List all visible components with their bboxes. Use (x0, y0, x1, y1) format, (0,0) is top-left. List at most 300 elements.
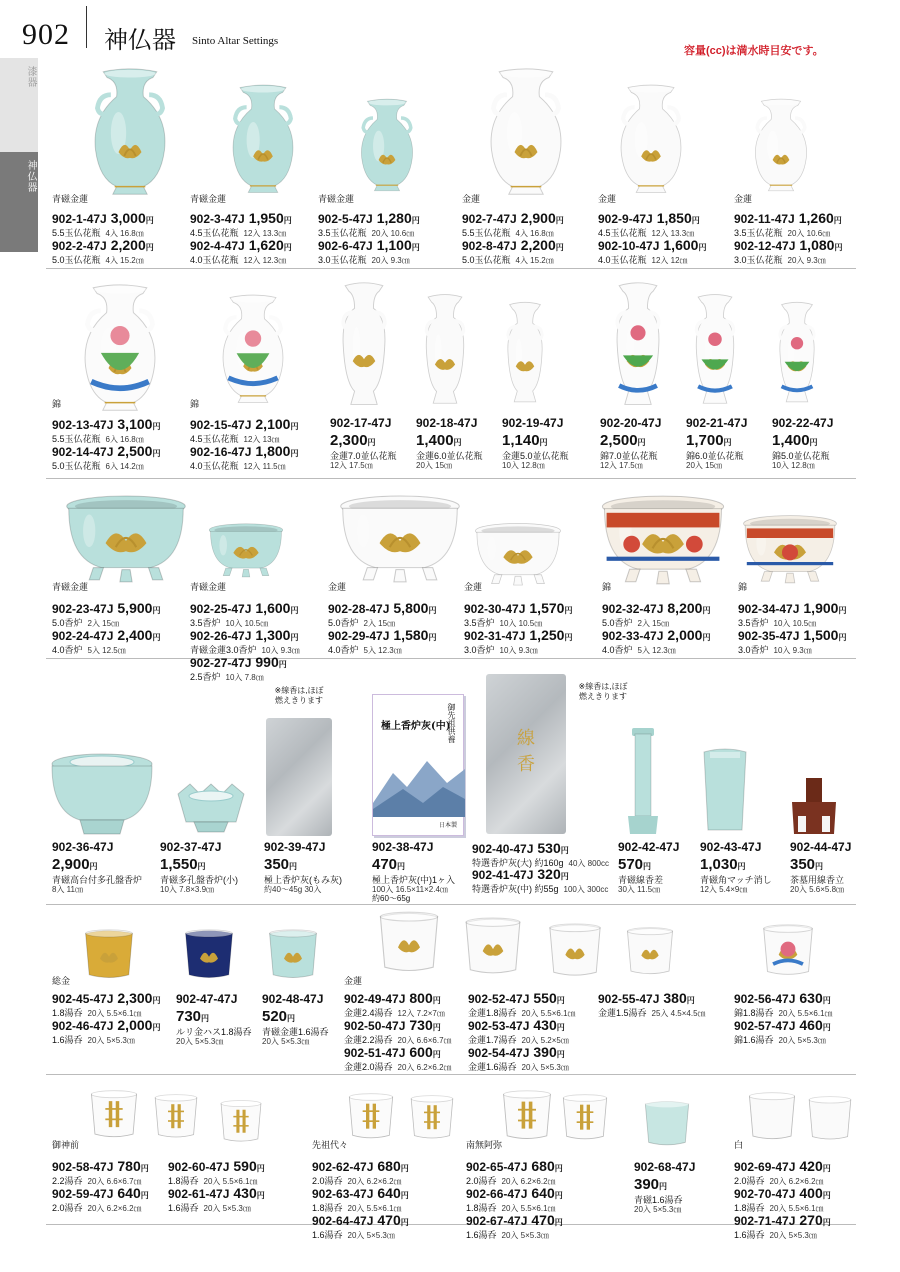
product-entry[interactable] (330, 414, 397, 470)
product-entry[interactable] (52, 838, 142, 894)
product-pack-size: 20入 10.6㎝ (787, 229, 831, 239)
product-description: 3.5玉仏花瓶 (318, 228, 367, 239)
product-description: 4.0玉仏花瓶 (598, 255, 647, 266)
product-entry[interactable] (190, 237, 292, 266)
category-label: 錦 (190, 399, 200, 409)
product-entry[interactable] (502, 414, 569, 470)
product-price: 780 (117, 1158, 141, 1174)
product-entry[interactable] (160, 838, 238, 894)
yen-mark: 円 (822, 996, 831, 1005)
product-price: 2,500 (600, 432, 638, 450)
product-price: 420 (799, 1158, 823, 1174)
yen-mark: 円 (400, 1164, 409, 1173)
white-plain-cup-image (746, 1088, 798, 1146)
nishiki-burner-image (600, 494, 726, 588)
product-price: 1,600 (255, 600, 291, 616)
page-title: 神仏器 (104, 26, 176, 54)
lotus-burner-image (174, 782, 248, 836)
product-description: 錦6.0並仏花瓶 (686, 450, 744, 461)
product-entry[interactable] (734, 1212, 831, 1241)
product-pack-size: 20入 9.3㎝ (371, 256, 410, 266)
product-pack-size: 20入 6.2×6.2㎝ (397, 1063, 452, 1073)
namuamida-cup-image (560, 1090, 610, 1146)
yen-mark: 円 (290, 606, 299, 615)
product-description: 特選香炉灰(中) 約55g (472, 884, 559, 895)
yen-mark: 円 (809, 438, 818, 448)
product-entry[interactable] (52, 600, 160, 629)
product-price: 730 (409, 1017, 433, 1033)
product-price: 640 (531, 1185, 555, 1201)
product-entry[interactable] (734, 990, 833, 1019)
category-label: 錦 (602, 582, 612, 592)
product-entry[interactable] (462, 237, 564, 266)
product-code: 902-27-47J (190, 656, 252, 670)
product-code: 902-33-47J (602, 629, 664, 643)
product-code: 902-34-47J (738, 602, 800, 616)
product-pack-size: 12入 13.3㎝ (651, 229, 695, 239)
product-code: 902-8-47J (462, 239, 517, 253)
yen-mark: 円 (287, 1014, 296, 1024)
product-pack-size: 8入 11㎝ (52, 885, 83, 895)
product-code: 902-45-47J (52, 992, 114, 1006)
nishiki-slim-vase-image (688, 292, 742, 410)
product-description: 錦7.0並仏花瓶 (600, 450, 658, 461)
product-description: 3.5玉仏花瓶 (734, 228, 783, 239)
product-code: 902-55-47J (598, 992, 660, 1006)
nishiki-vase-image (212, 292, 294, 408)
product-price: 5,800 (393, 600, 429, 616)
yen-mark: 円 (637, 438, 646, 448)
product-entry[interactable] (190, 416, 298, 445)
product-description: 金蓮7.0並仏花瓶 (330, 450, 397, 461)
product-code: 902-14-47J (52, 445, 114, 459)
celadon-vase-image (352, 96, 422, 196)
category-label: 金蓮 (464, 582, 483, 592)
yen-mark: 円 (838, 606, 847, 615)
product-entry[interactable] (772, 414, 833, 470)
product-entry[interactable] (264, 838, 342, 894)
product-price: 1,250 (529, 627, 565, 643)
yen-mark: 円 (428, 606, 437, 615)
product-pack-size: 20入 5×5.3㎝ (521, 1063, 569, 1073)
product-entry[interactable] (700, 838, 772, 894)
product-price: 350 (264, 856, 290, 874)
product-entry[interactable] (52, 416, 160, 445)
product-description: 2.5香炉 (190, 672, 221, 683)
product-entry[interactable] (734, 1017, 831, 1046)
product-entry[interactable] (52, 210, 154, 239)
product-entry[interactable] (52, 1185, 149, 1214)
match-extinguisher-image (702, 746, 748, 836)
product-entry[interactable] (464, 600, 572, 629)
nishiki-slim-vase-image (608, 280, 668, 412)
yen-mark: 円 (702, 633, 711, 642)
white-vase-image (478, 66, 574, 200)
product-entry[interactable] (168, 1185, 265, 1214)
product-code: 902-4-47J (190, 239, 245, 253)
product-entry[interactable] (738, 627, 846, 656)
product-code: 902-48-47J (262, 992, 324, 1006)
category-label: 青磁金蓮 (52, 194, 89, 204)
row-divider (46, 1074, 856, 1075)
product-description: 錦1.8湯呑 (734, 1008, 774, 1019)
product-entry[interactable] (464, 627, 572, 656)
product-description: 青磁金蓮3.0香炉 (190, 645, 257, 656)
category-label: 青磁金蓮 (190, 582, 227, 592)
product-entry[interactable] (686, 414, 747, 470)
product-description: 金蓮5.0並仏花瓶 (502, 450, 569, 461)
category-label: 総金 (52, 976, 71, 986)
product-code: 902-59-47J (52, 1187, 114, 1201)
product-entry[interactable] (190, 627, 300, 656)
product-description: 5.0香炉 (602, 618, 633, 629)
product-entry[interactable] (734, 210, 842, 239)
product-description: 青磁1.6湯呑 (634, 1194, 683, 1205)
product-code: 902-5-47J (318, 212, 373, 226)
yen-mark: 円 (539, 438, 548, 448)
yen-mark: 円 (256, 1164, 265, 1173)
product-code: 902-37-47J (160, 840, 222, 854)
yen-mark: 円 (152, 996, 161, 1005)
product-entry[interactable] (312, 1212, 409, 1241)
product-description: 3.0玉仏花瓶 (734, 255, 783, 266)
product-entry[interactable] (318, 237, 420, 266)
product-pack-size: 100入 16.5×11×2.4㎝ (372, 885, 448, 895)
product-code: 902-49-47J (344, 992, 406, 1006)
product-price: 1,100 (376, 237, 412, 253)
product-price: 470 (372, 856, 398, 874)
product-pack-size: 12入 13㎝ (243, 435, 280, 445)
product-description: 5.5玉仏花瓶 (52, 434, 101, 445)
product-pack-size: 25入 4.5×4.5㎝ (651, 1009, 706, 1019)
product-price: 570 (618, 856, 644, 874)
product-entry[interactable] (600, 414, 661, 470)
product-code: 902-11-47J (734, 212, 795, 226)
yen-mark: 円 (283, 243, 292, 252)
product-price: 680 (531, 1158, 555, 1174)
white-plain-cup-image (806, 1092, 854, 1146)
product-code: 902-40-47J (472, 842, 534, 856)
yen-mark: 円 (290, 449, 299, 458)
product-description: 3.0玉仏花瓶 (318, 255, 367, 266)
product-description: 4.0香炉 (52, 645, 83, 656)
product-pack-size: 2入 15㎝ (87, 619, 120, 629)
product-code: 902-44-47J (790, 840, 852, 854)
product-pack-size: 10入 12.8㎝ (772, 461, 815, 471)
category-label: 南無阿弥 (466, 1140, 503, 1150)
package-title: 極上香炉灰(中) (381, 721, 451, 732)
product-price: 430 (233, 1185, 257, 1201)
product-pack-size: 10入 9.3㎝ (499, 646, 538, 656)
product-entry[interactable] (602, 627, 710, 656)
product-pack-size: 20入 5×5.3㎝ (634, 1205, 682, 1215)
product-price: 1,570 (529, 600, 565, 616)
product-entry[interactable] (52, 627, 160, 656)
product-description: 5.0玉仏花瓶 (52, 255, 101, 266)
product-price: 430 (533, 1017, 557, 1033)
category-label: 錦 (52, 399, 62, 409)
product-description: 5.0玉仏花瓶 (462, 255, 511, 266)
product-entry[interactable] (468, 1044, 569, 1073)
celadon-vase-image (222, 82, 304, 198)
yen-mark: 円 (822, 1164, 831, 1173)
product-pack-size: 10入 9.3㎝ (261, 646, 300, 656)
category-label: 青磁金蓮 (318, 194, 355, 204)
white-cup-image (462, 914, 524, 980)
white-cup-image (546, 920, 604, 982)
product-code: 902-53-47J (468, 1019, 530, 1033)
product-entry[interactable] (312, 1185, 409, 1214)
product-entry[interactable] (734, 1158, 831, 1187)
product-pack-size: 20入 6.6×6.7㎝ (397, 1036, 452, 1046)
product-weight: 約60～65g (372, 894, 411, 904)
product-code: 902-68-47J (634, 1160, 696, 1174)
product-price: 1,080 (799, 237, 835, 253)
product-entry[interactable] (52, 1158, 149, 1187)
product-price: 2,500 (117, 443, 153, 459)
category-label: 白 (734, 1140, 744, 1150)
product-pack-size: 10入 7.8×3.9㎝ (160, 885, 215, 895)
product-code: 902-9-47J (598, 212, 653, 226)
yen-mark: 円 (432, 1050, 441, 1059)
product-description: 青磁線香差 (618, 874, 664, 885)
incense-holder-image (626, 728, 660, 836)
product-entry[interactable] (598, 237, 706, 266)
product-description: 特選香炉灰(大) 約160g (472, 858, 564, 869)
yen-mark: 円 (278, 660, 287, 669)
product-entry[interactable] (52, 443, 160, 472)
product-pack-size: 6入 16.8㎝ (105, 435, 144, 445)
product-entry[interactable] (372, 838, 455, 904)
product-entry[interactable] (328, 600, 436, 629)
product-entry[interactable] (466, 1185, 563, 1214)
product-entry[interactable] (466, 1158, 563, 1187)
product-pack-size: 12入 12.3㎝ (243, 256, 287, 266)
product-pack-size: 20入 5.5×6.1㎝ (501, 1204, 556, 1214)
white-burner-image (474, 522, 562, 588)
product-price: 8,200 (667, 600, 703, 616)
product-pack-size: 12入 7.2×7㎝ (397, 1009, 445, 1019)
capacity-note: 容量(cc)は満水時目安です。 (684, 45, 824, 57)
product-description: 極上香炉灰(もみ灰) (264, 874, 342, 885)
product-price: 1,140 (502, 432, 540, 450)
product-description: 2.2湯呑 (52, 1176, 83, 1187)
product-pack-size: 20入 5.2×5㎝ (521, 1036, 569, 1046)
product-price: 390 (634, 1176, 660, 1194)
product-entry[interactable] (190, 600, 298, 629)
product-price: 730 (176, 1008, 202, 1026)
product-price: 380 (663, 990, 687, 1006)
product-entry[interactable] (790, 838, 851, 894)
product-entry[interactable] (52, 237, 154, 266)
product-code: 902-1-47J (52, 212, 107, 226)
product-description: 青磁高台付多孔盤香炉 (52, 874, 143, 885)
product-entry[interactable] (328, 627, 436, 656)
product-entry[interactable] (344, 1044, 452, 1073)
product-price: 1,550 (160, 856, 198, 874)
product-description: 茶墓用線香立 (790, 874, 845, 885)
product-entry[interactable] (468, 990, 576, 1019)
yen-mark: 円 (145, 216, 154, 225)
goshinzen-cup-image (88, 1086, 140, 1144)
yen-mark: 円 (737, 862, 746, 872)
celadon-plain-cup-image (642, 1096, 692, 1152)
product-code: 902-6-47J (318, 239, 373, 253)
product-price: 1,700 (686, 432, 724, 450)
category-label: 金蓮 (462, 194, 481, 204)
product-code: 902-3-47J (190, 212, 245, 226)
product-description: 2.0湯呑 (466, 1176, 497, 1187)
yen-mark: 円 (397, 862, 406, 872)
product-description: 4.0玉仏花瓶 (190, 461, 239, 472)
product-entry[interactable] (598, 990, 706, 1019)
product-description: 4.5玉仏花瓶 (190, 228, 239, 239)
product-code: 902-50-47J (344, 1019, 406, 1033)
product-code: 902-43-47J (700, 840, 762, 854)
product-entry[interactable] (738, 600, 846, 629)
product-code: 902-52-47J (468, 992, 530, 1006)
product-code: 902-15-47J (190, 418, 252, 432)
product-description: 1.8湯呑 (312, 1203, 343, 1214)
product-entry[interactable] (344, 1017, 452, 1046)
white-vase-image (746, 96, 816, 196)
product-entry[interactable] (312, 1158, 409, 1187)
yen-mark: 円 (453, 438, 462, 448)
product-description: 4.0香炉 (328, 645, 359, 656)
slim-vase-image (418, 292, 472, 410)
product-pack-size: 12入 17.5㎝ (600, 461, 643, 471)
product-code: 902-67-47J (466, 1214, 528, 1228)
product-description: 3.5香炉 (464, 618, 495, 629)
product-description: 2.0湯呑 (312, 1176, 343, 1187)
product-pack-size: 12入 11.5㎝ (243, 462, 286, 472)
product-price: 2,900 (52, 856, 90, 874)
yen-mark: 円 (89, 862, 98, 872)
product-code: 902-62-47J (312, 1160, 374, 1174)
product-entry[interactable] (618, 838, 679, 894)
product-entry[interactable] (634, 1158, 695, 1214)
product-price: 3,100 (117, 416, 153, 432)
product-code: 902-61-47J (168, 1187, 230, 1201)
product-code: 902-24-47J (52, 629, 114, 643)
ash-bag-large-image (486, 674, 566, 834)
product-code: 902-65-47J (466, 1160, 528, 1174)
product-entry[interactable] (734, 1185, 831, 1214)
product-entry[interactable] (416, 414, 483, 470)
product-description: 金蓮2.0湯呑 (344, 1062, 393, 1073)
celadon-vase-image (82, 66, 178, 200)
product-code: 902-41-47J (472, 868, 534, 882)
product-price: 1,300 (255, 627, 291, 643)
yen-mark: 円 (723, 438, 732, 448)
product-entry[interactable] (466, 1212, 563, 1241)
product-description: 5.0香炉 (52, 618, 83, 629)
product-entry[interactable] (472, 866, 608, 895)
white-burner-image (338, 494, 462, 586)
yen-mark: 円 (152, 449, 161, 458)
product-pack-size: 5入 12.5㎝ (87, 646, 126, 656)
product-entry[interactable] (52, 990, 160, 1019)
product-code: 902-10-47J (598, 239, 660, 253)
product-entry[interactable] (734, 237, 842, 266)
product-entry[interactable] (262, 990, 329, 1046)
product-code: 902-26-47J (190, 629, 252, 643)
side-tab-lacquerware[interactable]: 漆器 (0, 58, 38, 152)
product-description: 3.5香炉 (190, 618, 221, 629)
product-pack-size: 4入 16.8㎝ (515, 229, 554, 239)
product-price: 640 (377, 1185, 401, 1201)
product-entry[interactable] (190, 654, 287, 683)
ruri-cup-image (182, 926, 236, 984)
yen-mark: 円 (428, 633, 437, 642)
product-price: 1,030 (700, 856, 738, 874)
yen-mark: 円 (289, 862, 298, 872)
celadon-burner-image (208, 522, 284, 580)
product-entry[interactable] (602, 600, 710, 629)
product-pack-size: 10入 10.5㎝ (773, 619, 817, 629)
grave-incense-stand-image (790, 778, 838, 836)
product-code: 902-28-47J (328, 602, 390, 616)
product-price: 3,000 (110, 210, 146, 226)
product-pack-size: 100入 300cc (563, 885, 609, 895)
product-pack-size: 20入 6.2×6.2㎝ (501, 1177, 556, 1187)
product-pack-size: 30入 11.5㎝ (618, 885, 661, 895)
product-entry[interactable] (598, 210, 700, 239)
yen-mark: 円 (554, 1164, 563, 1173)
product-entry[interactable] (190, 210, 292, 239)
side-tab-altar-settings[interactable]: 神仏器 (0, 152, 38, 252)
yen-mark: 円 (643, 862, 652, 872)
product-entry[interactable] (176, 990, 252, 1046)
product-entry[interactable] (52, 1017, 160, 1046)
product-pack-size: 20入 5×5.3㎝ (778, 1036, 826, 1046)
senzo-cup-image (346, 1088, 396, 1146)
product-price: 2,900 (520, 210, 556, 226)
product-code: 902-36-47J (52, 840, 114, 854)
product-code: 902-2-47J (52, 239, 107, 253)
product-entry[interactable] (318, 210, 420, 239)
product-entry[interactable] (462, 210, 564, 239)
product-entry[interactable] (472, 840, 609, 869)
product-price: 5,900 (117, 600, 153, 616)
product-price: 1,900 (803, 600, 839, 616)
yen-mark: 円 (822, 1191, 831, 1200)
slim-vase-image (500, 300, 550, 408)
product-pack-size: 12入 13.3㎝ (243, 229, 287, 239)
product-description: 錦1.6湯呑 (734, 1035, 774, 1046)
product-description: 5.0玉仏花瓶 (52, 461, 101, 472)
product-code: 902-19-47J (502, 416, 564, 430)
product-entry[interactable] (468, 1017, 569, 1046)
product-code: 902-57-47J (734, 1019, 796, 1033)
product-description: 2.0湯呑 (52, 1203, 83, 1214)
product-pack-size: 10入 12.8㎝ (502, 461, 545, 471)
product-price: 470 (531, 1212, 555, 1228)
product-price: 990 (255, 654, 279, 670)
product-code: 902-17-47J (330, 416, 392, 430)
product-price: 1,500 (803, 627, 839, 643)
white-cup-image (376, 908, 442, 978)
product-entry[interactable] (190, 443, 298, 472)
product-description: 1.8湯呑 (52, 1008, 83, 1019)
product-code: 902-71-47J (734, 1214, 796, 1228)
product-description: 5.5玉仏花瓶 (52, 228, 101, 239)
product-entry[interactable] (168, 1158, 265, 1187)
product-entry[interactable] (344, 990, 445, 1019)
yen-mark: 円 (411, 243, 420, 252)
nishiki-vase-image (72, 282, 168, 416)
ash-bag-image (266, 718, 332, 836)
